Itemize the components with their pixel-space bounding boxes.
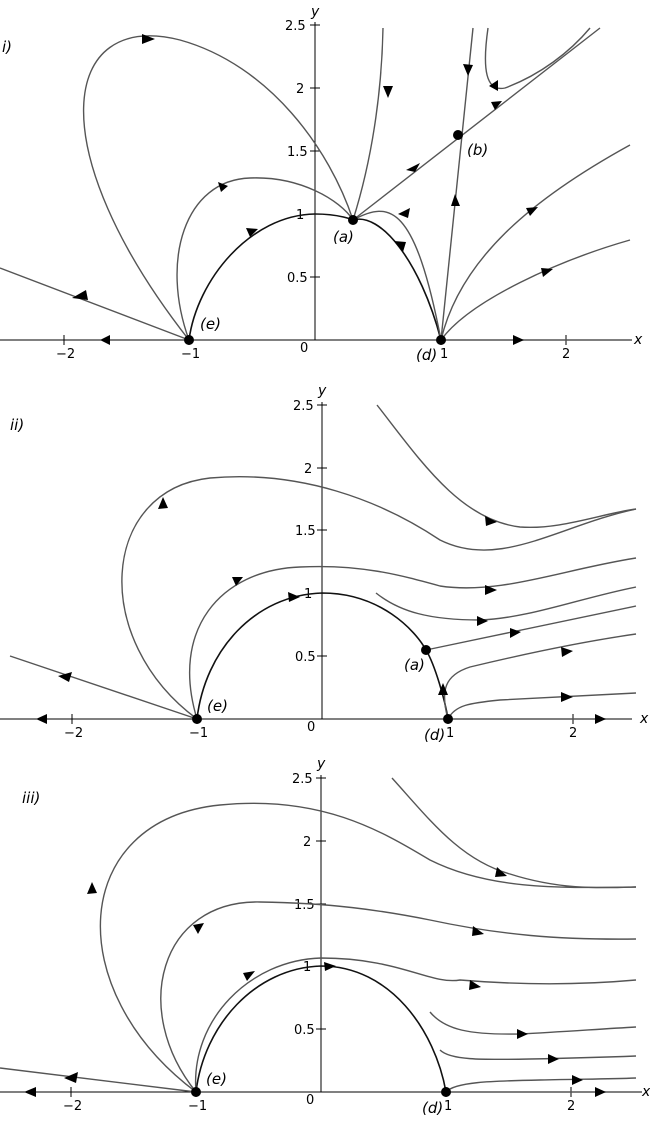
fixed-point-e [192,714,202,724]
x-tick-label: −2 [63,1099,83,1114]
y-tick-label: 1 [304,587,313,602]
point-label: (a) [333,228,354,246]
origin-label: 0 [300,341,309,356]
arrow-marker [561,692,573,702]
arrow-marker [36,714,47,724]
panel-iii [0,756,650,1117]
x-tick-label: −1 [188,1099,208,1114]
arrow-marker [595,1087,606,1097]
arrow-marker [513,335,524,345]
trajectory [10,656,197,719]
origin-label: 0 [306,1093,315,1108]
trajectory [353,28,600,220]
arrow-marker [472,926,484,936]
panel-ii [0,383,649,744]
trajectory [100,803,636,1092]
trajectory [446,1078,636,1092]
fixed-point-d [436,335,446,345]
x-axis-label: x [640,711,649,727]
y-axis-label: y [311,4,320,20]
y-tick-label: 2.5 [292,772,313,787]
x-tick-label: 1 [446,726,455,741]
x-tick-label: 1 [440,347,449,362]
x-tick-label: −1 [181,347,201,362]
y-tick-label: 2 [304,462,313,477]
trajectory [441,145,630,340]
trajectory [392,778,636,888]
arrow-marker [477,616,488,626]
trajectory [353,211,441,340]
trajectory [376,587,636,620]
x-tick-label: 1 [444,1099,453,1114]
trajectory [448,693,636,719]
trajectory [430,1012,636,1034]
y-tick-label: 0.5 [294,1023,315,1038]
arrow-marker [510,628,521,638]
arrow-marker [394,241,406,252]
y-tick-label: 1 [296,208,305,223]
y-axis-label: y [318,383,327,399]
y-tick-label: 2.5 [293,399,314,414]
fixed-point-d [441,1087,451,1097]
fixed-point-e [184,335,194,345]
x-tick-label: 2 [567,1099,576,1114]
arrow-marker [87,882,97,894]
arrow-marker [517,1029,528,1039]
arrow-marker [541,268,553,277]
point-label: (d) [416,346,438,364]
point-label: (d) [424,726,446,744]
y-tick-label: 1.5 [295,524,316,539]
point-label: (a) [404,656,425,674]
arrow-marker [595,714,606,724]
y-tick-label: 2.5 [285,19,306,34]
arrow-marker [463,64,473,76]
y-axis-label: y [317,756,326,772]
point-label: (b) [467,141,489,159]
x-axis-label: x [642,1084,650,1100]
trajectory [353,28,383,220]
panel-i [0,4,643,364]
point-label: (d) [422,1099,444,1117]
x-tick-label: −2 [64,726,84,741]
arrow-marker [572,1075,583,1085]
arrow-marker [288,592,300,602]
trajectory [377,405,636,527]
x-axis-label: x [634,332,643,348]
y-tick-label: 0.5 [287,271,308,286]
fixed-point-a [421,645,431,655]
arrow-marker [24,1087,36,1097]
arrow-marker [324,962,336,971]
arrow-marker [406,163,420,172]
arrow-marker [193,923,204,934]
trajectory [190,558,636,719]
trajectory [0,1068,196,1092]
x-tick-label: −2 [56,347,76,362]
y-tick-label: 1.5 [287,145,308,160]
arrow-marker [561,647,573,657]
arrow-marker [158,497,168,509]
fixed-point-e [191,1087,201,1097]
fixed-point-a [348,215,358,225]
trajectory [444,634,636,719]
arrow-marker [451,194,460,206]
x-tick-label: −1 [189,726,209,741]
fixed-point-b [453,130,463,140]
arrow-marker [64,1072,78,1083]
arrow-marker [548,1054,559,1064]
y-tick-label: 0.5 [295,650,316,665]
panel-label: i) [2,38,13,56]
y-tick-label: 2 [303,835,312,850]
x-tick-label: 2 [562,347,571,362]
arrow-marker [383,86,393,98]
arrow-marker [526,207,538,216]
arrow-marker [100,335,110,345]
point-label: (e) [200,315,221,333]
point-label: (e) [206,1070,227,1088]
panel-label: iii) [22,789,41,807]
trajectory [0,268,189,340]
origin-label: 0 [307,720,316,735]
trajectory [122,477,636,719]
arrow-marker [72,290,88,300]
point-label: (e) [207,697,228,715]
trajectory [440,1050,636,1059]
y-tick-label: 1 [303,960,312,975]
x-tick-label: 2 [569,726,578,741]
trajectory [84,36,353,340]
fixed-point-d [443,714,453,724]
panel-label: ii) [10,416,25,434]
trajectory [485,28,590,88]
y-tick-label: 2 [296,82,305,97]
arrow-marker [398,208,410,218]
trajectory [441,240,630,340]
trajectory [196,958,636,1092]
y-tick-label: 1.5 [294,898,315,913]
